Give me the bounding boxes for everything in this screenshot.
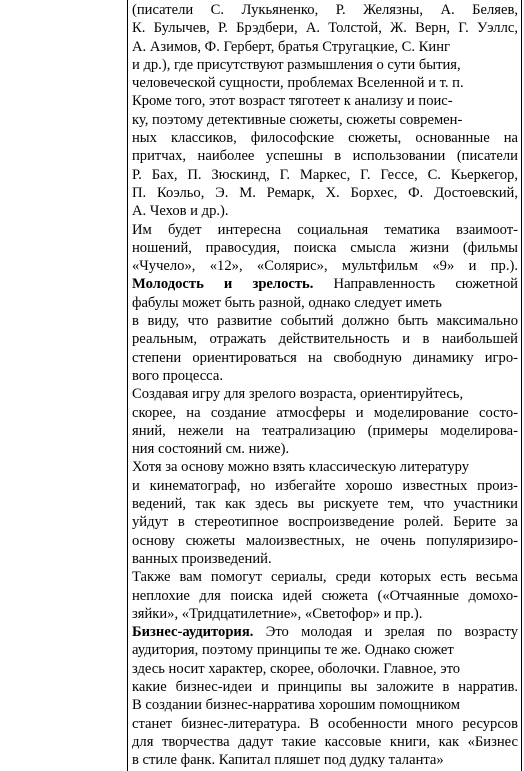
- body-text: зяйки», «Тридцатилетние», «Светофор» и пр.).: [132, 605, 423, 622]
- body-text: ния состояний см. ниже).: [132, 441, 290, 458]
- body-text: Создавая игру для зрелого возраста, ориентируйтесь,: [132, 386, 464, 403]
- body-text: и кинематограф, но избегайте хорошо известных произ-: [132, 477, 518, 494]
- body-text: здесь носит характер, скорее, оболочки. Главное, это: [132, 660, 461, 677]
- text-line: [132, 221, 518, 239]
- text-line: [132, 129, 518, 147]
- body-text: аудитория, поэтому принципы те же. Однако сюжет: [132, 642, 454, 659]
- text-line: [132, 294, 518, 312]
- text-line: [132, 92, 518, 110]
- text-line: [132, 641, 518, 659]
- body-text: основу сюжеты малоизвестных, не очень популяризиро-: [132, 532, 518, 549]
- text-line: [132, 623, 518, 641]
- body-text: реальным, отражать действительность и в наибольшей: [132, 331, 518, 348]
- body-text: А. Чехов и др.).: [132, 203, 229, 220]
- body-text: станет бизнес-литература. В особенности много ресурсов: [132, 715, 518, 732]
- text-line: [132, 495, 518, 513]
- text-line: [132, 550, 518, 568]
- body-text: ванных произведений.: [132, 550, 272, 567]
- body-text: вого процесса.: [132, 367, 223, 384]
- body-text: ведений, так как здесь вы рискуете тем, что участники: [132, 496, 518, 513]
- text-line: [132, 660, 518, 678]
- body-text: ных классиков, философские сюжеты, основанные на: [132, 130, 518, 147]
- text-line: [132, 74, 518, 92]
- text-line: [132, 166, 518, 184]
- text-line: [132, 312, 518, 330]
- body-text: яний, нежели на театрализацию (примеры моделирова-: [132, 422, 518, 439]
- column-rule-right: [521, 0, 522, 771]
- body-text: «Чучело», «12», «Солярис», мультфильм «9» и пр.).: [132, 258, 518, 275]
- body-text: Им будет интересна социальная тематика взаимоот-: [132, 221, 518, 238]
- body-text: в виду, что развитие событий должно быть максимально: [132, 313, 518, 330]
- text-line: [132, 568, 518, 586]
- body-text: фабулы может быть разной, однако следует иметь: [132, 294, 442, 311]
- body-text: Это молодая и зрелая по возрасту: [253, 624, 518, 641]
- text-line: [132, 422, 518, 440]
- text-line: [132, 275, 518, 293]
- text-line: [132, 38, 518, 56]
- body-text: уйдут в стереотипное воспроизведение ролей. Берите за: [132, 514, 518, 531]
- section-heading: Бизнес-аудитория.: [132, 624, 254, 641]
- text-column: [132, 1, 518, 769]
- text-line: [132, 385, 518, 403]
- text-line: [132, 330, 518, 348]
- body-text: А. Азимов, Ф. Герберт, братья Стругацкие, С. Кинг: [132, 38, 451, 55]
- text-line: [132, 184, 518, 202]
- body-text: скорее, на создание атмосферы и моделирование состо-: [132, 404, 518, 421]
- body-text: Р. Бах, П. Зюскинд, Г. Маркес, Г. Гессе, С. Кьеркегор,: [132, 166, 518, 183]
- text-line: [132, 19, 518, 37]
- text-line: [132, 715, 518, 733]
- body-text: для творчества дадут такие кассовые книги, как «Бизнес: [132, 733, 518, 750]
- column-rule-left: [127, 0, 128, 771]
- text-line: [132, 532, 518, 550]
- text-line: [132, 202, 518, 220]
- body-text: Направленность сюжетной: [313, 276, 518, 293]
- text-line: [132, 477, 518, 495]
- text-line: [132, 696, 518, 714]
- text-line: [132, 678, 518, 696]
- text-line: [132, 56, 518, 74]
- body-text: ношений, правосудия, поиска смысла жизни (фильмы: [132, 239, 518, 256]
- body-text: степени ориентироваться на свободную динамику игро-: [132, 349, 518, 366]
- text-line: [132, 1, 518, 19]
- text-line: [132, 111, 518, 129]
- body-text: Также вам помогут сериалы, среди которых есть весьма: [132, 569, 518, 586]
- body-text: притчах, наиболее успешны в использовании (писатели: [132, 148, 518, 165]
- body-text: и др.), где присутствуют размышления о сути бытия,: [132, 56, 461, 73]
- body-text: в стиле фанк. Капитал пляшет под дудку таланта»: [132, 752, 444, 769]
- text-line: [132, 605, 518, 623]
- body-text: В создании бизнес-нарратива хорошим помощником: [132, 697, 461, 714]
- body-text: неплохие для поиска идей сюжета («Отчаянные домохо-: [132, 587, 518, 604]
- text-line: [132, 751, 518, 769]
- body-text: человеческой сущности, проблемах Вселенной и т. п.: [132, 75, 464, 92]
- body-text: ку, поэтому детективные сюжеты, сюжеты современ-: [132, 111, 463, 128]
- text-line: [132, 147, 518, 165]
- section-heading: Молодость и зрелость.: [132, 276, 314, 293]
- body-text: какие бизнес-идеи и принципы вы заложите в нарратив.: [132, 678, 518, 695]
- body-text: К. Булычев, Р. Брэдбери, А. Толстой, Ж. Верн, Г. Уэллс,: [132, 20, 518, 37]
- text-line: [132, 257, 518, 275]
- text-line: [132, 349, 518, 367]
- text-line: [132, 733, 518, 751]
- body-text: Кроме того, этот возраст тяготеет к анализу и поис-: [132, 93, 453, 110]
- body-text: Хотя за основу можно взять классическую литературу: [132, 459, 470, 476]
- text-line: [132, 513, 518, 531]
- text-line: [132, 587, 518, 605]
- text-line: [132, 458, 518, 476]
- text-line: [132, 239, 518, 257]
- text-line: [132, 404, 518, 422]
- text-line: [132, 367, 518, 385]
- body-text: П. Коэльо, Э. М. Ремарк, Х. Борхес, Ф. Достоевский,: [132, 184, 518, 201]
- text-line: [132, 440, 518, 458]
- body-text: (писатели С. Лукьяненко, Р. Желязны, А. Беляев,: [132, 2, 518, 18]
